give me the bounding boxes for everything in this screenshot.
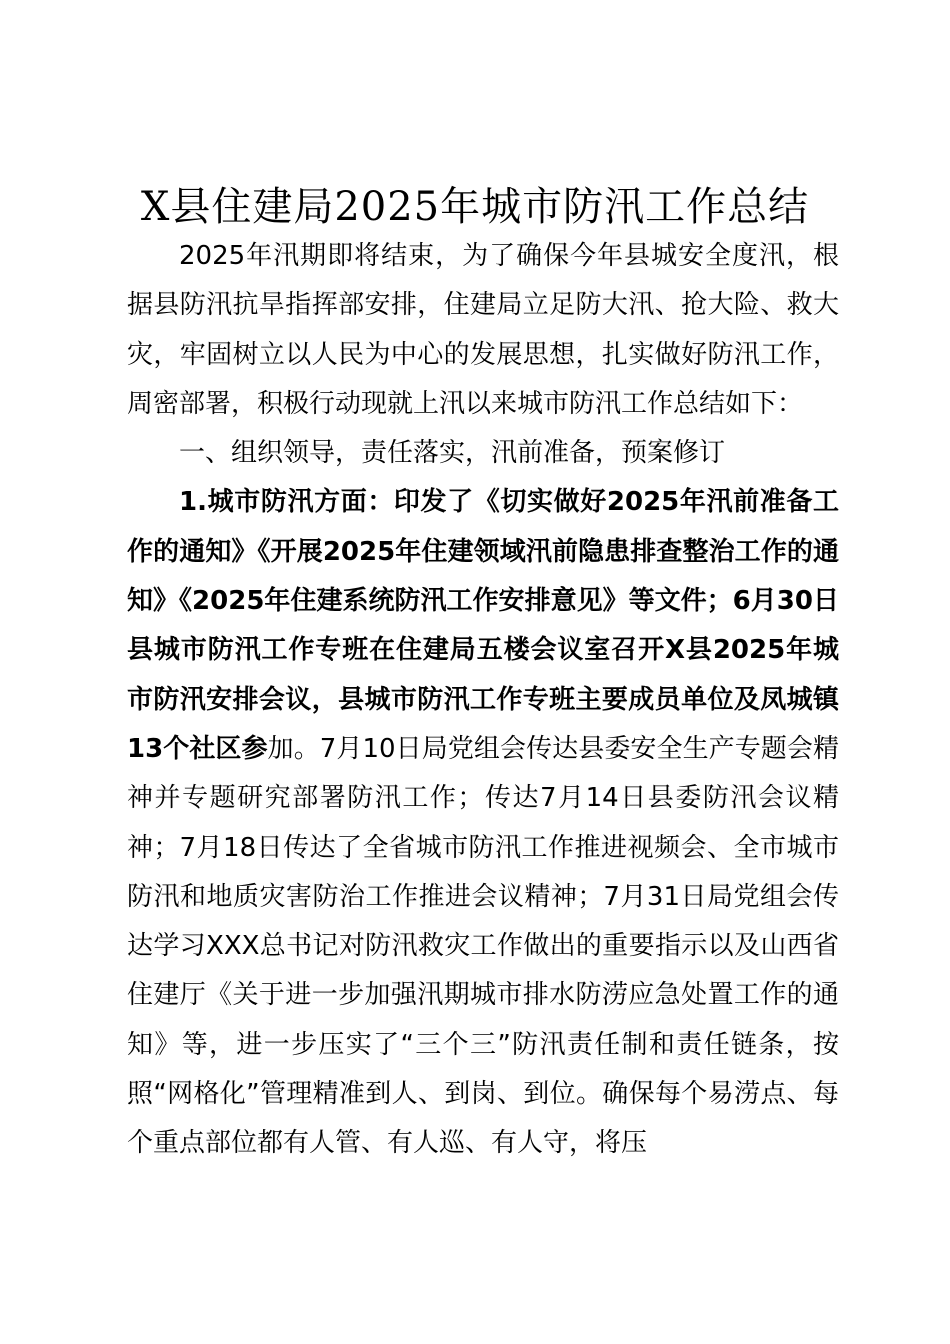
- section-heading: 一、组织领导，责任落实，汛前准备，预案修订: [179, 438, 726, 469]
- item-normal-text: 加。7月10日局党组会传达县委安全生产专题会精神并专题研究部署防汛工作；传达7月14日县委防汛会议精神；7月18日传达了全省城市防汛工作推进视频会、全市城市防汛和地质灾害防治工作推进会议精神；7月31日局党组会传达学习XXX总书记对防汛救灾工作做出的重要指示以及山西省住建厅《关于进一步加强汛期城市排水防涝应急处置工作的通知》等，进一步压实了“三个三”防汛责任制和责任链条，按照“网格化”管理精准到人、到岗、到位。确保每个易涝点、每个重点部位都有人管、有人巡、有人守，将压: [127, 733, 839, 1159]
- document-title: X县住建局2025年城市防汛工作总结: [140, 184, 810, 230]
- item-bold-text: 1.城市防汛方面：印发了《切实做好2025年汛前准备工作的通知》《开展2025年住建领域汛前隐患排查整治工作的通知》《2025年住建系统防汛工作安排意见》等文件；6月30日县城市防汛工作专班在住建局五楼会议室召开X县2025年城市防汛安排会议，县城市防汛工作专班主要成员单位及凤城镇13个社区参: [127, 487, 839, 764]
- item-paragraph: [127, 478, 839, 1168]
- document-body: [127, 232, 839, 1169]
- intro-paragraph: 2025年汛期即将结束，为了确保今年县城安全度汛，根据县防汛抗旱指挥部安排，住建局立足防大汛、抢大险、救大灾，牢固树立以人民为中心的发展思想，扎实做好防汛工作，周密部署，积极行动现就上汛以来城市防汛工作总结如下：: [127, 241, 839, 419]
